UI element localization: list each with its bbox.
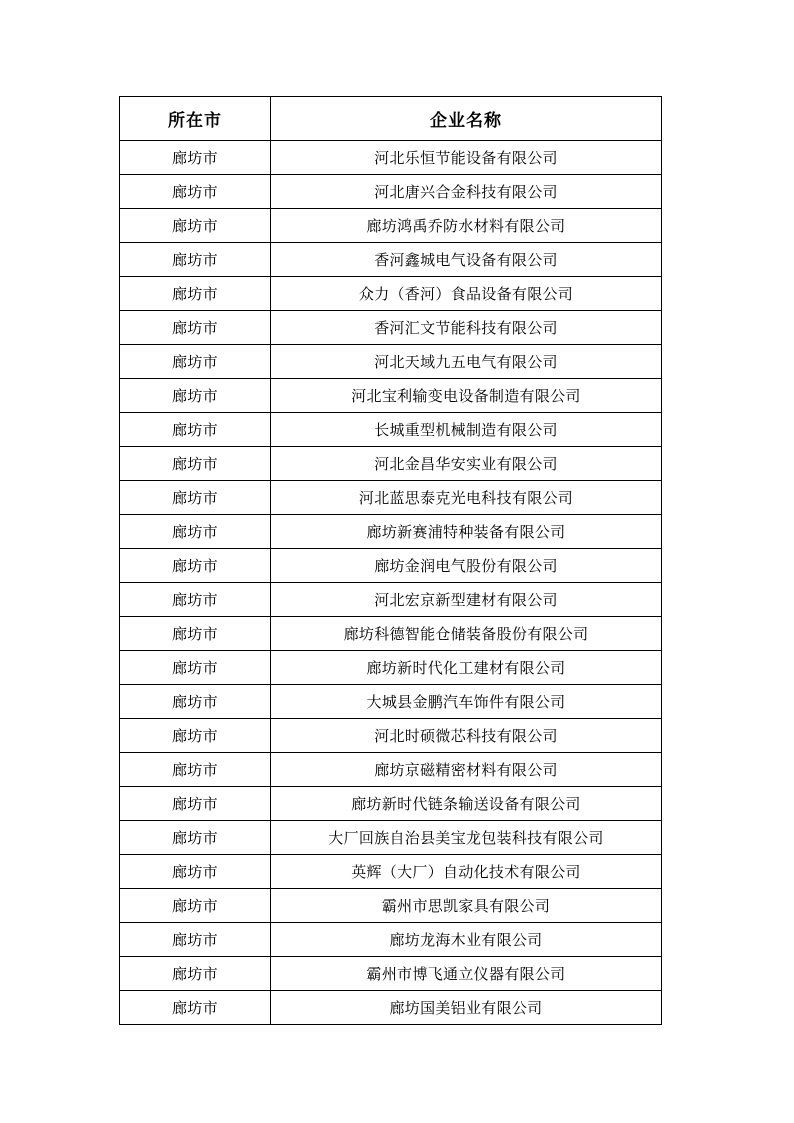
cell-company-name: 河北天域九五电气有限公司 [271, 345, 662, 379]
table-row [120, 617, 662, 651]
cell-company-name: 河北宏京新型建材有限公司 [271, 583, 662, 617]
cell-city: 廊坊市 [120, 617, 271, 651]
table-row [120, 719, 662, 753]
cell-company-name: 大城县金鹏汽车饰件有限公司 [271, 685, 662, 719]
table-row [120, 175, 662, 209]
table-row [120, 753, 662, 787]
cell-company-name: 廊坊新时代链条输送设备有限公司 [271, 787, 662, 821]
cell-city: 廊坊市 [120, 447, 271, 481]
cell-city: 廊坊市 [120, 583, 271, 617]
table-row [120, 481, 662, 515]
cell-company-name: 大厂回族自治县美宝龙包装科技有限公司 [271, 821, 662, 855]
cell-company-name: 香河汇文节能科技有限公司 [271, 311, 662, 345]
cell-company-name: 廊坊新赛浦特种装备有限公司 [271, 515, 662, 549]
cell-city: 廊坊市 [120, 141, 271, 175]
cell-city: 廊坊市 [120, 515, 271, 549]
cell-company-name: 河北唐兴合金科技有限公司 [271, 175, 662, 209]
table-row [120, 141, 662, 175]
table-row [120, 855, 662, 889]
cell-company-name: 霸州市博飞通立仪器有限公司 [271, 957, 662, 991]
table-row [120, 991, 662, 1025]
company-table [119, 96, 662, 1025]
cell-city: 廊坊市 [120, 209, 271, 243]
cell-company-name: 廊坊金润电气股份有限公司 [271, 549, 662, 583]
cell-city: 廊坊市 [120, 549, 271, 583]
cell-city: 廊坊市 [120, 787, 271, 821]
cell-city: 廊坊市 [120, 243, 271, 277]
cell-city: 廊坊市 [120, 481, 271, 515]
cell-company-name: 河北乐恒节能设备有限公司 [271, 141, 662, 175]
table-row [120, 923, 662, 957]
table-row [120, 651, 662, 685]
header-company-name: 企业名称 [271, 97, 662, 141]
cell-company-name: 廊坊京磁精密材料有限公司 [271, 753, 662, 787]
header-row [120, 97, 662, 141]
table-row [120, 243, 662, 277]
cell-company-name: 廊坊鸿禹乔防水材料有限公司 [271, 209, 662, 243]
cell-city: 廊坊市 [120, 957, 271, 991]
table-header [120, 97, 662, 141]
table-row [120, 345, 662, 379]
table-row [120, 821, 662, 855]
cell-city: 廊坊市 [120, 379, 271, 413]
cell-city: 廊坊市 [120, 175, 271, 209]
cell-city: 廊坊市 [120, 719, 271, 753]
cell-company-name: 河北蓝思泰克光电科技有限公司 [271, 481, 662, 515]
cell-city: 廊坊市 [120, 753, 271, 787]
cell-company-name: 英辉（大厂）自动化技术有限公司 [271, 855, 662, 889]
cell-city: 廊坊市 [120, 311, 271, 345]
table-row [120, 549, 662, 583]
cell-company-name: 长城重型机械制造有限公司 [271, 413, 662, 447]
cell-city: 廊坊市 [120, 413, 271, 447]
cell-company-name: 河北时硕微芯科技有限公司 [271, 719, 662, 753]
cell-company-name: 众力（香河）食品设备有限公司 [271, 277, 662, 311]
table-row [120, 889, 662, 923]
cell-company-name: 河北金昌华安实业有限公司 [271, 447, 662, 481]
cell-city: 廊坊市 [120, 889, 271, 923]
table-row [120, 379, 662, 413]
cell-city: 廊坊市 [120, 923, 271, 957]
cell-city: 廊坊市 [120, 821, 271, 855]
cell-company-name: 廊坊龙海木业有限公司 [271, 923, 662, 957]
table-row [120, 311, 662, 345]
cell-company-name: 廊坊新时代化工建材有限公司 [271, 651, 662, 685]
table-row [120, 957, 662, 991]
cell-city: 廊坊市 [120, 855, 271, 889]
table-row [120, 413, 662, 447]
header-city: 所在市 [120, 97, 271, 141]
table-row [120, 515, 662, 549]
cell-company-name: 廊坊科德智能仓储装备股份有限公司 [271, 617, 662, 651]
table-row [120, 447, 662, 481]
cell-city: 廊坊市 [120, 277, 271, 311]
cell-company-name: 河北宝利输变电设备制造有限公司 [271, 379, 662, 413]
table-row [120, 583, 662, 617]
cell-company-name: 霸州市思凯家具有限公司 [271, 889, 662, 923]
cell-company-name: 香河鑫城电气设备有限公司 [271, 243, 662, 277]
cell-city: 廊坊市 [120, 685, 271, 719]
table-row [120, 787, 662, 821]
table-body [120, 141, 662, 1025]
table-row [120, 685, 662, 719]
cell-city: 廊坊市 [120, 991, 271, 1025]
cell-city: 廊坊市 [120, 345, 271, 379]
table-row [120, 209, 662, 243]
cell-city: 廊坊市 [120, 651, 271, 685]
table-row [120, 277, 662, 311]
cell-company-name: 廊坊国美铝业有限公司 [271, 991, 662, 1025]
